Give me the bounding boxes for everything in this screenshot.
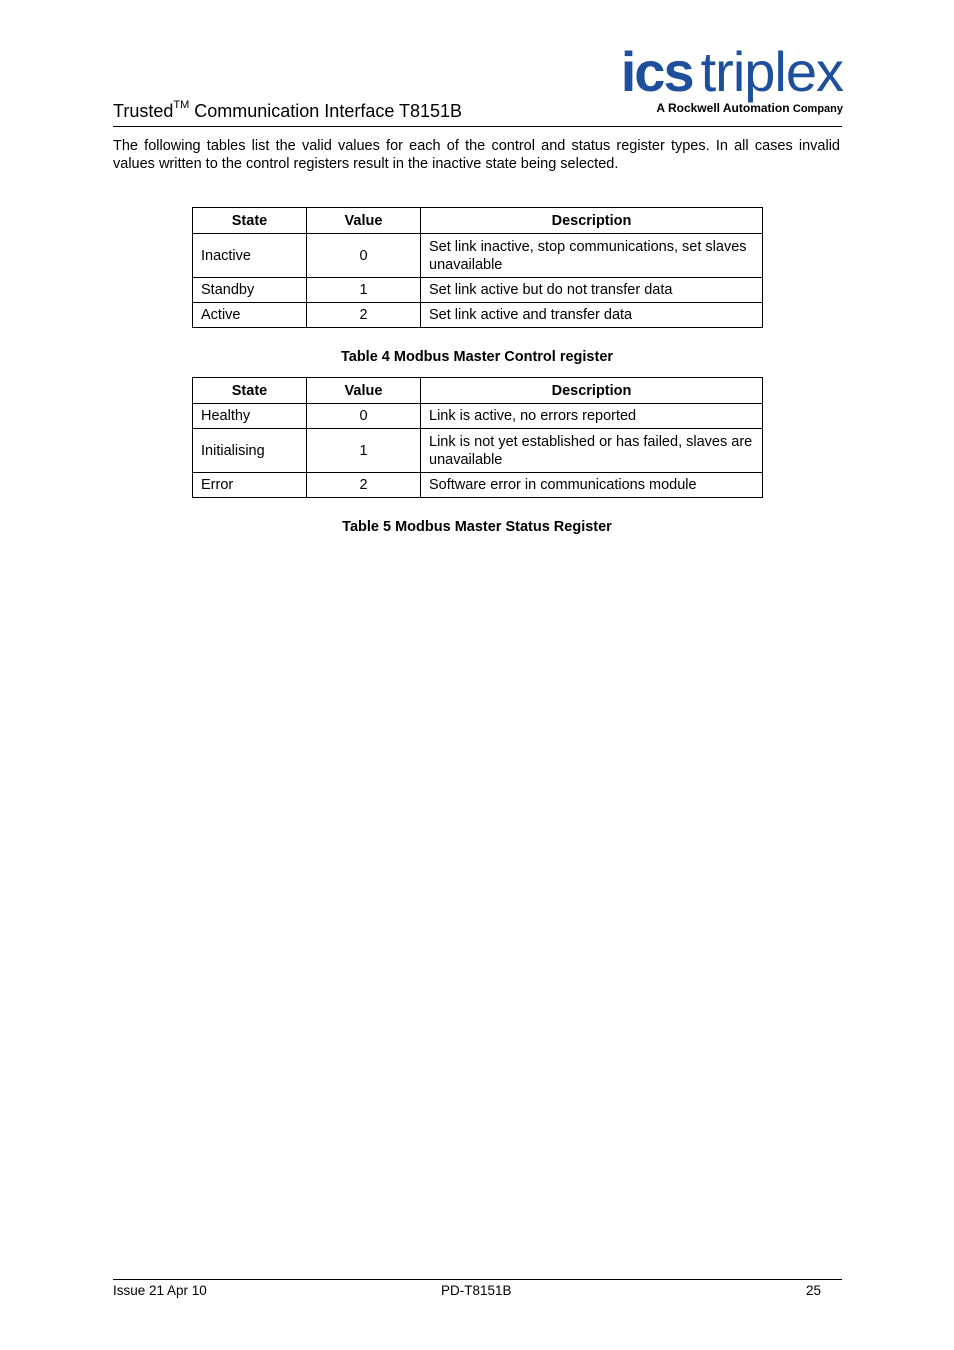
- header-divider: [113, 126, 842, 127]
- header-state: State: [193, 378, 307, 404]
- header-description: Description: [421, 208, 763, 234]
- cell-description: Link is active, no errors reported: [421, 404, 763, 429]
- cell-description: Set link active and transfer data: [421, 303, 763, 328]
- cell-description: Set link inactive, stop communications, set slaves unavailable: [421, 234, 763, 278]
- title-prefix: Trusted: [113, 101, 174, 121]
- table-row: [193, 404, 763, 429]
- ics-triplex-logo: [611, 42, 843, 118]
- table-row: [193, 303, 763, 328]
- cell-description: Set link active but do not transfer data: [421, 278, 763, 303]
- document-title: [113, 99, 462, 123]
- footer-divider: [113, 1279, 842, 1280]
- footer-page-number: 25: [806, 1283, 822, 1298]
- cell-state: Active: [193, 303, 307, 328]
- cell-description: Link is not yet established or has failed, slaves are unavailable: [421, 429, 763, 473]
- cell-state: Standby: [193, 278, 307, 303]
- control-register-table: [192, 207, 763, 328]
- cell-value: 1: [307, 278, 421, 303]
- intro-paragraph: The following tables list the valid values for each of the control and status register types. In all cases invalid values written to the control registers result in the inactive state being selected.: [113, 138, 840, 172]
- table-row: [193, 234, 763, 278]
- logo-triplex: triplex: [700, 40, 843, 103]
- cell-state: Healthy: [193, 404, 307, 429]
- cell-value: 0: [307, 404, 421, 429]
- logo-wordmark: [621, 42, 843, 102]
- header-state: State: [193, 208, 307, 234]
- table-header-row: [193, 208, 763, 234]
- trademark-mark: TM: [173, 99, 190, 111]
- table-row: [193, 429, 763, 473]
- table-row: [193, 278, 763, 303]
- header-description: Description: [421, 378, 763, 404]
- cell-state: Error: [193, 473, 307, 498]
- table-row: [193, 473, 763, 498]
- cell-value: 0: [307, 234, 421, 278]
- cell-state: Inactive: [193, 234, 307, 278]
- footer-doc-id: PD-T8151B: [441, 1283, 512, 1298]
- cell-state: Initialising: [193, 429, 307, 473]
- header-value: Value: [307, 378, 421, 404]
- cell-value: 2: [307, 473, 421, 498]
- table-caption: Table 5 Modbus Master Status Register: [342, 519, 612, 535]
- logo-tagline: [656, 101, 843, 115]
- table-header-row: [193, 378, 763, 404]
- status-register-table: [192, 377, 763, 498]
- title-suffix: Communication Interface T8151B: [189, 101, 463, 121]
- logo-tag-end: Company: [792, 103, 843, 115]
- cell-value: 2: [307, 303, 421, 328]
- logo-tag-main: A Rockwell Automation: [656, 101, 790, 115]
- table-caption: Table 4 Modbus Master Control register: [340, 349, 614, 365]
- logo-ics: ics: [620, 40, 693, 103]
- cell-description: Software error in communications module: [421, 473, 763, 498]
- header-value: Value: [307, 208, 421, 234]
- footer-issue: Issue 21 Apr 10: [113, 1283, 207, 1298]
- cell-value: 1: [307, 429, 421, 473]
